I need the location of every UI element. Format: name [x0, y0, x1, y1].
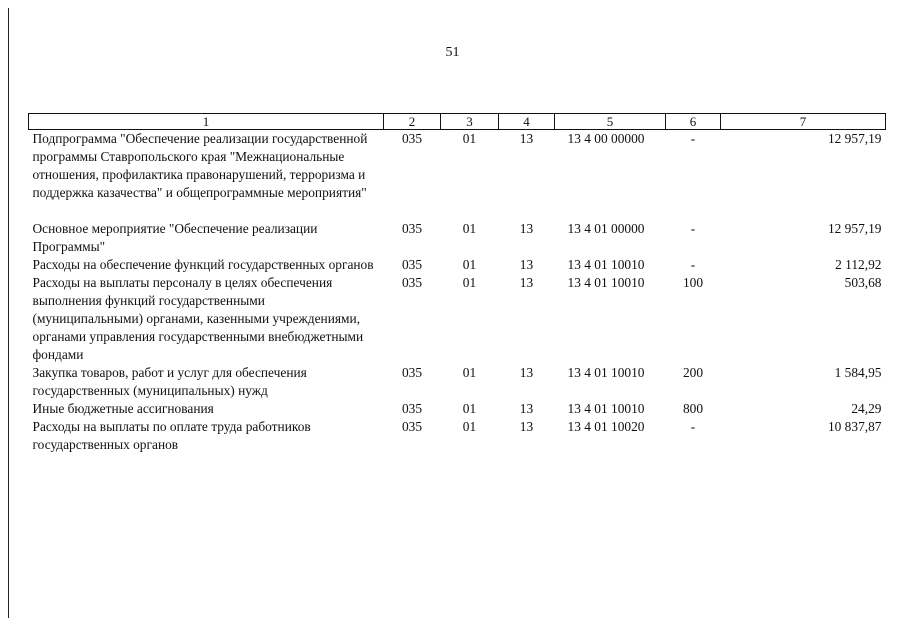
table-row: [29, 400, 886, 418]
page-number: 51: [445, 45, 460, 60]
budget-table: [28, 113, 886, 454]
row-subsection: 13: [519, 401, 534, 416]
header-col-2: 2: [384, 114, 441, 130]
row-amount: 24,29: [851, 401, 882, 416]
row-name: Подпрограмма "Обеспечение реализации государственной программы Ставропольского края "Межнациональные отношения, профилактика правонарушений, терроризма и поддержка казачества" и общепрограммные мероприятия": [32, 131, 368, 200]
row-expense-type: 100: [682, 275, 704, 290]
header-col-7: 7: [721, 114, 886, 130]
row-expense-type: -: [690, 221, 696, 236]
row-subsection: 13: [519, 257, 534, 272]
row-subsection: 13: [519, 419, 534, 434]
row-section: 01: [462, 257, 477, 272]
row-ministry-code: 035: [401, 419, 423, 434]
row-target-article: 13 4 01 10010: [567, 401, 645, 416]
row-section: 01: [462, 401, 477, 416]
row-section: 01: [462, 419, 477, 434]
row-subsection: 13: [519, 131, 534, 146]
row-target-article: 13 4 00 00000: [567, 131, 645, 146]
row-subsection: 13: [519, 275, 534, 290]
row-ministry-code: 035: [401, 275, 423, 290]
row-name: Расходы на выплаты по оплате труда работников государственных органов: [32, 419, 311, 452]
row-section: 01: [462, 275, 477, 290]
table-row: [29, 256, 886, 274]
row-amount: 10 837,87: [827, 419, 882, 434]
row-amount: 503,68: [844, 275, 882, 290]
row-target-article: 13 4 01 10010: [567, 275, 645, 290]
row-amount: 12 957,19: [827, 131, 882, 146]
row-subsection: 13: [519, 221, 534, 236]
header-col-5: 5: [555, 114, 666, 130]
table-row: [29, 130, 886, 203]
row-amount: 1 584,95: [834, 365, 882, 380]
row-target-article: 13 4 01 10020: [567, 419, 645, 434]
row-name: Иные бюджетные ассигнования: [32, 401, 214, 416]
table-row: [29, 274, 886, 364]
row-amount: 2 112,92: [835, 257, 882, 272]
table-row: [29, 220, 886, 256]
table-row: [29, 418, 886, 454]
header-col-1: 1: [29, 114, 384, 130]
row-expense-type: -: [690, 131, 696, 146]
row-expense-type: 800: [682, 401, 704, 416]
row-target-article: 13 4 01 00000: [567, 221, 645, 236]
row-ministry-code: 035: [401, 401, 423, 416]
page-edge-line: [8, 8, 9, 618]
header-row: [29, 114, 886, 130]
row-expense-type: 200: [682, 365, 704, 380]
row-name: Закупка товаров, работ и услуг для обеспечения государственных (муниципальных) нужд: [32, 365, 307, 398]
row-expense-type: -: [690, 257, 696, 272]
table-row: [29, 364, 886, 400]
row-ministry-code: 035: [401, 257, 423, 272]
row-name: Основное мероприятие "Обеспечение реализации Программы": [32, 221, 318, 254]
row-expense-type: -: [690, 419, 696, 434]
row-section: 01: [462, 365, 477, 380]
row-amount: 12 957,19: [827, 221, 882, 236]
row-ministry-code: 035: [401, 131, 423, 146]
row-target-article: 13 4 01 10010: [567, 257, 645, 272]
header-col-4: 4: [499, 114, 555, 130]
header-col-6: 6: [666, 114, 721, 130]
row-section: 01: [462, 131, 477, 146]
row-ministry-code: 035: [401, 221, 423, 236]
header-col-3: 3: [441, 114, 499, 130]
row-name: Расходы на обеспечение функций государственных органов: [32, 257, 374, 272]
row-ministry-code: 035: [401, 365, 423, 380]
row-subsection: 13: [519, 365, 534, 380]
row-name: Расходы на выплаты персоналу в целях обеспечения выполнения функций государственными (муниципальными) органами, казенными учреждениями, органами управления государственными внебюджетными фондами: [32, 275, 364, 362]
row-target-article: 13 4 01 10010: [567, 365, 645, 380]
row-section: 01: [462, 221, 477, 236]
spacer-row: [29, 202, 886, 220]
